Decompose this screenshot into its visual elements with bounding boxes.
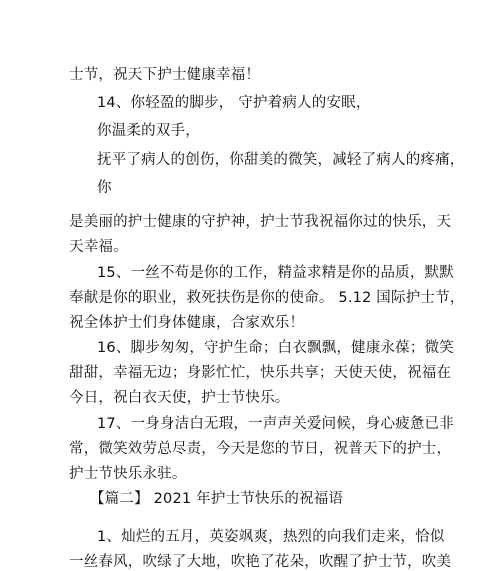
text-line-9: 奉献是你的职业，救死扶伤是你的使命。 5.12 国际护士节， [69, 290, 465, 306]
text-line-3: 你温柔的双手， [97, 123, 200, 139]
text-line-2: 14、你轻盈的脚步， 守护着病人的安眠， [97, 95, 371, 111]
text-line-1: 士节，祝天下护士健康幸福！ [69, 67, 261, 83]
text-line-6: 是美丽的护士健康的守护神，护士节我祝福你过的快乐，天 [69, 214, 452, 230]
text-line-4: 抚平了病人的创伤，你甜美的微笑，减轻了病人的疼痛， [97, 152, 465, 168]
text-line-10: 祝全体护士们身体健康，合家欢乐！ [69, 315, 305, 331]
text-line-7: 天幸福。 [69, 239, 128, 255]
section-heading: 【篇二】 2021 年护士节快乐的祝福语 [90, 491, 344, 507]
text-line-18: 1、灿烂的五月，英姿飒爽，热烈的向我们走来，恰似 [97, 529, 445, 545]
text-line-19: 一丝春风，吹绿了大地，吹艳了花朵，吹醒了护士节，吹美 [69, 554, 452, 570]
text-line-13: 今日，祝白衣天使，护士节快乐。 [69, 390, 290, 406]
text-line-14: 17、一身身洁白无瑕，一声声关爱问候，身心疲惫已非 [97, 416, 454, 432]
text-line-16: 护士节快乐永驻。 [69, 466, 187, 482]
text-line-5: 你 [97, 180, 112, 196]
text-line-11: 16、脚步匆匆，守护生命；白衣飘飘，健康永葆；微笑 [97, 340, 454, 356]
text-line-15: 常，微笑效劳总尽责，今天是您的节日，祝普天下的护士， [69, 441, 452, 457]
text-line-12: 甜甜，幸福无边；身影忙忙，快乐共享；天使天使，祝福在 [69, 365, 452, 381]
text-line-8: 15、一丝不苟是你的工作，精益求精是你的品质，默默 [97, 265, 454, 281]
